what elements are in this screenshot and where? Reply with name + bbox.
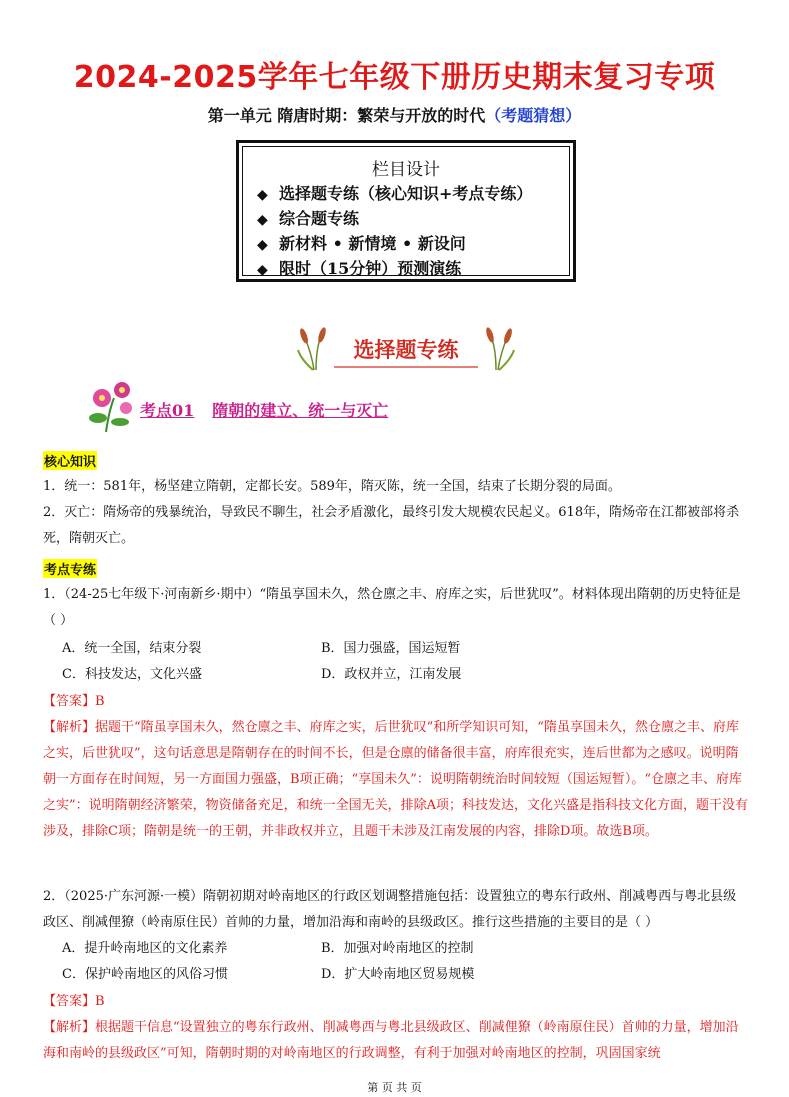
column-item: ◆ 新材料 • 新情境 • 新设问 [257,232,569,257]
section-banner [296,326,516,372]
q2-option-b: B．加强对岭南地区的控制 [321,941,474,956]
diamond-icon: ◆ [257,237,268,253]
question-2-stem: 2．（2025·广东河源·一模）隋朝初期对岭南地区的行政区划调整措施包括：设置独立的粤东行政州、削减粤西与粤北县级政区、削减俚獠（岭南原住民）首帅的力量，增加沿海和南岭的县级政区。推行这些措施的主要目的是（ ） [43,889,737,930]
document-subtitle [0,103,789,126]
q1-answer: 【答案】B [43,694,105,709]
subtitle-main: 第一单元 隋唐时期：繁荣与开放的时代 [207,106,486,125]
q2-analysis: 【解析】根据题干信息“设置独立的粤东行政州、削减粤西与粤北县级政区、削减俚獠（岭南原住民）首帅的力量，增加沿海和南岭的县级政区”可知，隋朝时期的对岭南地区的行政调整，有利于加强对岭南地区的控制，巩固国家统 [43,1020,739,1061]
subtitle-highlight: （考题猜想） [485,106,582,125]
core-point-2: 2．灭亡：隋炀帝的残暴统治，导致民不聊生，社会矛盾激化，最终引发大规模农民起义。618年，隋炀帝在江都被部将杀死，隋朝灭亡。 [43,505,740,546]
banner-underline [334,366,478,368]
q2-option-d: D．扩大岭南地区贸易规模 [321,967,475,982]
q1-option-c: C．科技发达，文化兴盛 [62,667,202,682]
document-title: 2024-2025学年七年级下册历史期末复习专项 [73,60,716,95]
diamond-icon: ◆ [257,262,268,278]
page-footer: 第 页 共 页 [367,1081,422,1094]
practice-tag: 考点专练 [43,559,97,578]
column-design-list [257,182,569,282]
core-point-1: 1．统一：581年，杨坚建立隋朝，定都长安。589年，隋灭陈，统一全国，结束了长期分裂的局面。 [43,479,621,494]
kaodian-title: 隋朝的建立、统一与灭亡 [212,401,389,420]
question-1-stem: 1．（24-25七年级下·河南新乡·期中）“隋虽享国未久，然仓廪之丰、府库之实，后世犹叹”。材料体现出隋朝的历史特征是（ ） [43,587,741,628]
section-banner-text: 选择题专练 [353,338,459,362]
q2-option-a: A．提升岭南地区的文化素养 [62,941,228,956]
core-knowledge-tag: 核心知识 [43,451,97,470]
column-item: ◆ 限时（15分钟）预测演练 [257,257,569,282]
diamond-icon: ◆ [257,212,268,228]
q1-analysis: 【解析】据题干“隋虽享国未久，然仓廪之丰、府库之实，后世犹叹”和所学知识可知，“隋虽享国未久，然仓廪之丰、府库之实，后世犹叹”，这句话意思是隋朝存在的时间不长，但是仓廪的储备很丰富，府库很充实，连后世都为之感叹。说明隋朝一方面存在时间短，另一方面国力强盛，B项正确；“享国未久”：说明隋朝统治时间较短（国运短暂）。“仓廪之丰、府库之实”：说明隋朝经济繁荣，物资储备充足，和统一全国无关，排除A项；科技发达，文化兴盛是指科技文化方面，题干没有涉及，排除C项；隋朝是统一的王朝，并非政权并立，且题干未涉及江南发展的内容，排除D项。故选B项。 [43,720,749,839]
kaodian-heading [140,398,388,421]
q2-answer: 【答案】B [43,994,105,1009]
reed-right-icon [480,326,516,372]
q2-option-c: C．保护岭南地区的风俗习惯 [62,967,228,982]
q1-option-b: B．国力强盛，国运短暂 [321,641,461,656]
kaodian-number: 考点01 [140,401,195,420]
column-design-title: 栏目设计 [372,160,440,180]
reed-left-icon [296,326,332,372]
column-item: ◆ 综合题专练 [257,207,569,232]
q1-option-d: D．政权并立，江南发展 [321,667,462,682]
q1-option-a: A．统一全国，结束分裂 [62,641,202,656]
column-design-box [236,140,576,282]
diamond-icon: ◆ [257,187,268,203]
column-item: ◆ 选择题专练（核心知识+考点专练） [257,182,569,207]
flower-icon [84,378,138,434]
